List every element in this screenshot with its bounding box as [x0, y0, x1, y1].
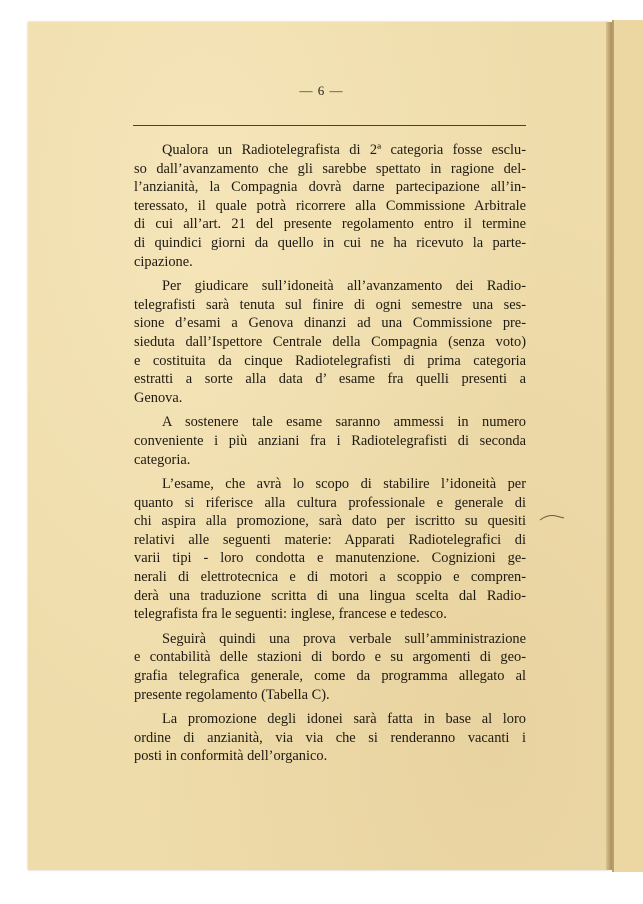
paragraph-5: [134, 630, 526, 704]
paragraph-6: [134, 710, 526, 766]
text-line: ordine di anzianità, via via che si renderanno vacanti i: [134, 729, 526, 746]
margin-pencil-mark: [538, 512, 566, 524]
text-line: estratti a sorte alla data d’ esame fra quelli presenti a: [134, 371, 526, 388]
text-line: L’esame, che avrà lo scopo di stabilire l’idoneità per: [162, 476, 526, 493]
text-line: grafia telegrafica generale, come da programma allegato al: [134, 668, 526, 685]
page-gutter: [606, 22, 612, 870]
text-line: telegrafisti sarà tenuta sul finire di ogni semestre una ses-: [134, 296, 526, 313]
text-line: sieduta dall’Ispettore Centrale della Compagnia (senza voto): [134, 333, 526, 350]
text-line: categoria.: [134, 451, 191, 468]
text-line: telegrafista fra le seguenti: inglese, francese e tedesco.: [134, 606, 447, 623]
text-line: so dall’avanzamento che gli sarebbe spettato in ragione del-: [134, 160, 526, 177]
paragraph-1: [134, 141, 526, 271]
text-line: e costituita da cinque Radiotelegrafisti di prima categoria: [134, 352, 526, 369]
text-line: cipazione.: [134, 253, 193, 270]
text-line: derà una traduzione scritta di una lingua scelta dal Radio-: [134, 587, 526, 604]
page-number: — 6 —: [299, 83, 344, 98]
body-text: [134, 141, 526, 772]
text-line: chi aspira alla promozione, sarà dato per iscritto su quesiti: [134, 513, 526, 530]
text-line: posti in conformità dell’organico.: [134, 748, 328, 765]
text-line: l’anzianità, la Compagnia dovrà darne partecipazione all’in-: [134, 179, 526, 196]
text-line: quanto si riferisce alla cultura professionale e generale di: [134, 494, 526, 511]
text-line: A sostenere tale esame saranno ammessi in numero: [162, 414, 526, 431]
text-line: teressato, il quale potrà ricorrere alla Commissione Arbitrale: [134, 197, 526, 214]
text-line: sione d’esami a Genova dinanzi ad una Commissione pre-: [134, 315, 526, 332]
text-line: Per giudicare sull’idoneità all’avanzamento dei Radio-: [162, 278, 526, 295]
paragraph-2: [134, 277, 526, 407]
text-line: Genova.: [134, 389, 183, 406]
paragraph-3: [134, 413, 526, 469]
text-line: presente regolamento (Tabella C).: [134, 686, 330, 703]
text-line: varii tipi - loro condotta e manutenzione. Cognizioni ge-: [134, 550, 526, 567]
facing-page-edge: [612, 20, 643, 872]
text-line: La promozione degli idonei sarà fatta in base al loro: [162, 711, 526, 728]
text-line: Qualora un Radiotelegrafista di 2ª categoria fosse esclu-: [162, 142, 526, 158]
text-line: di quindici giorni da quello in cui ne ha ricevuto la parte-: [134, 234, 526, 251]
text-line: conveniente i più anziani fra i Radiotelegrafisti di seconda: [134, 432, 526, 449]
text-line: Seguirà quindi una prova verbale sull’amministrazione: [162, 630, 526, 647]
paragraph-4: [134, 475, 526, 624]
text-line: e contabilità delle stazioni di bordo e su argomenti di geo-: [134, 649, 526, 666]
text-line: di cui all’art. 21 del presente regolamento entro il termine: [134, 216, 526, 233]
text-line: nerali di elettrotecnica e di motori a scoppio e compren-: [134, 569, 526, 586]
text-line: relativi alle seguenti materie: Apparati Radiotelegrafici di: [134, 531, 526, 548]
header-rule: [133, 125, 526, 126]
